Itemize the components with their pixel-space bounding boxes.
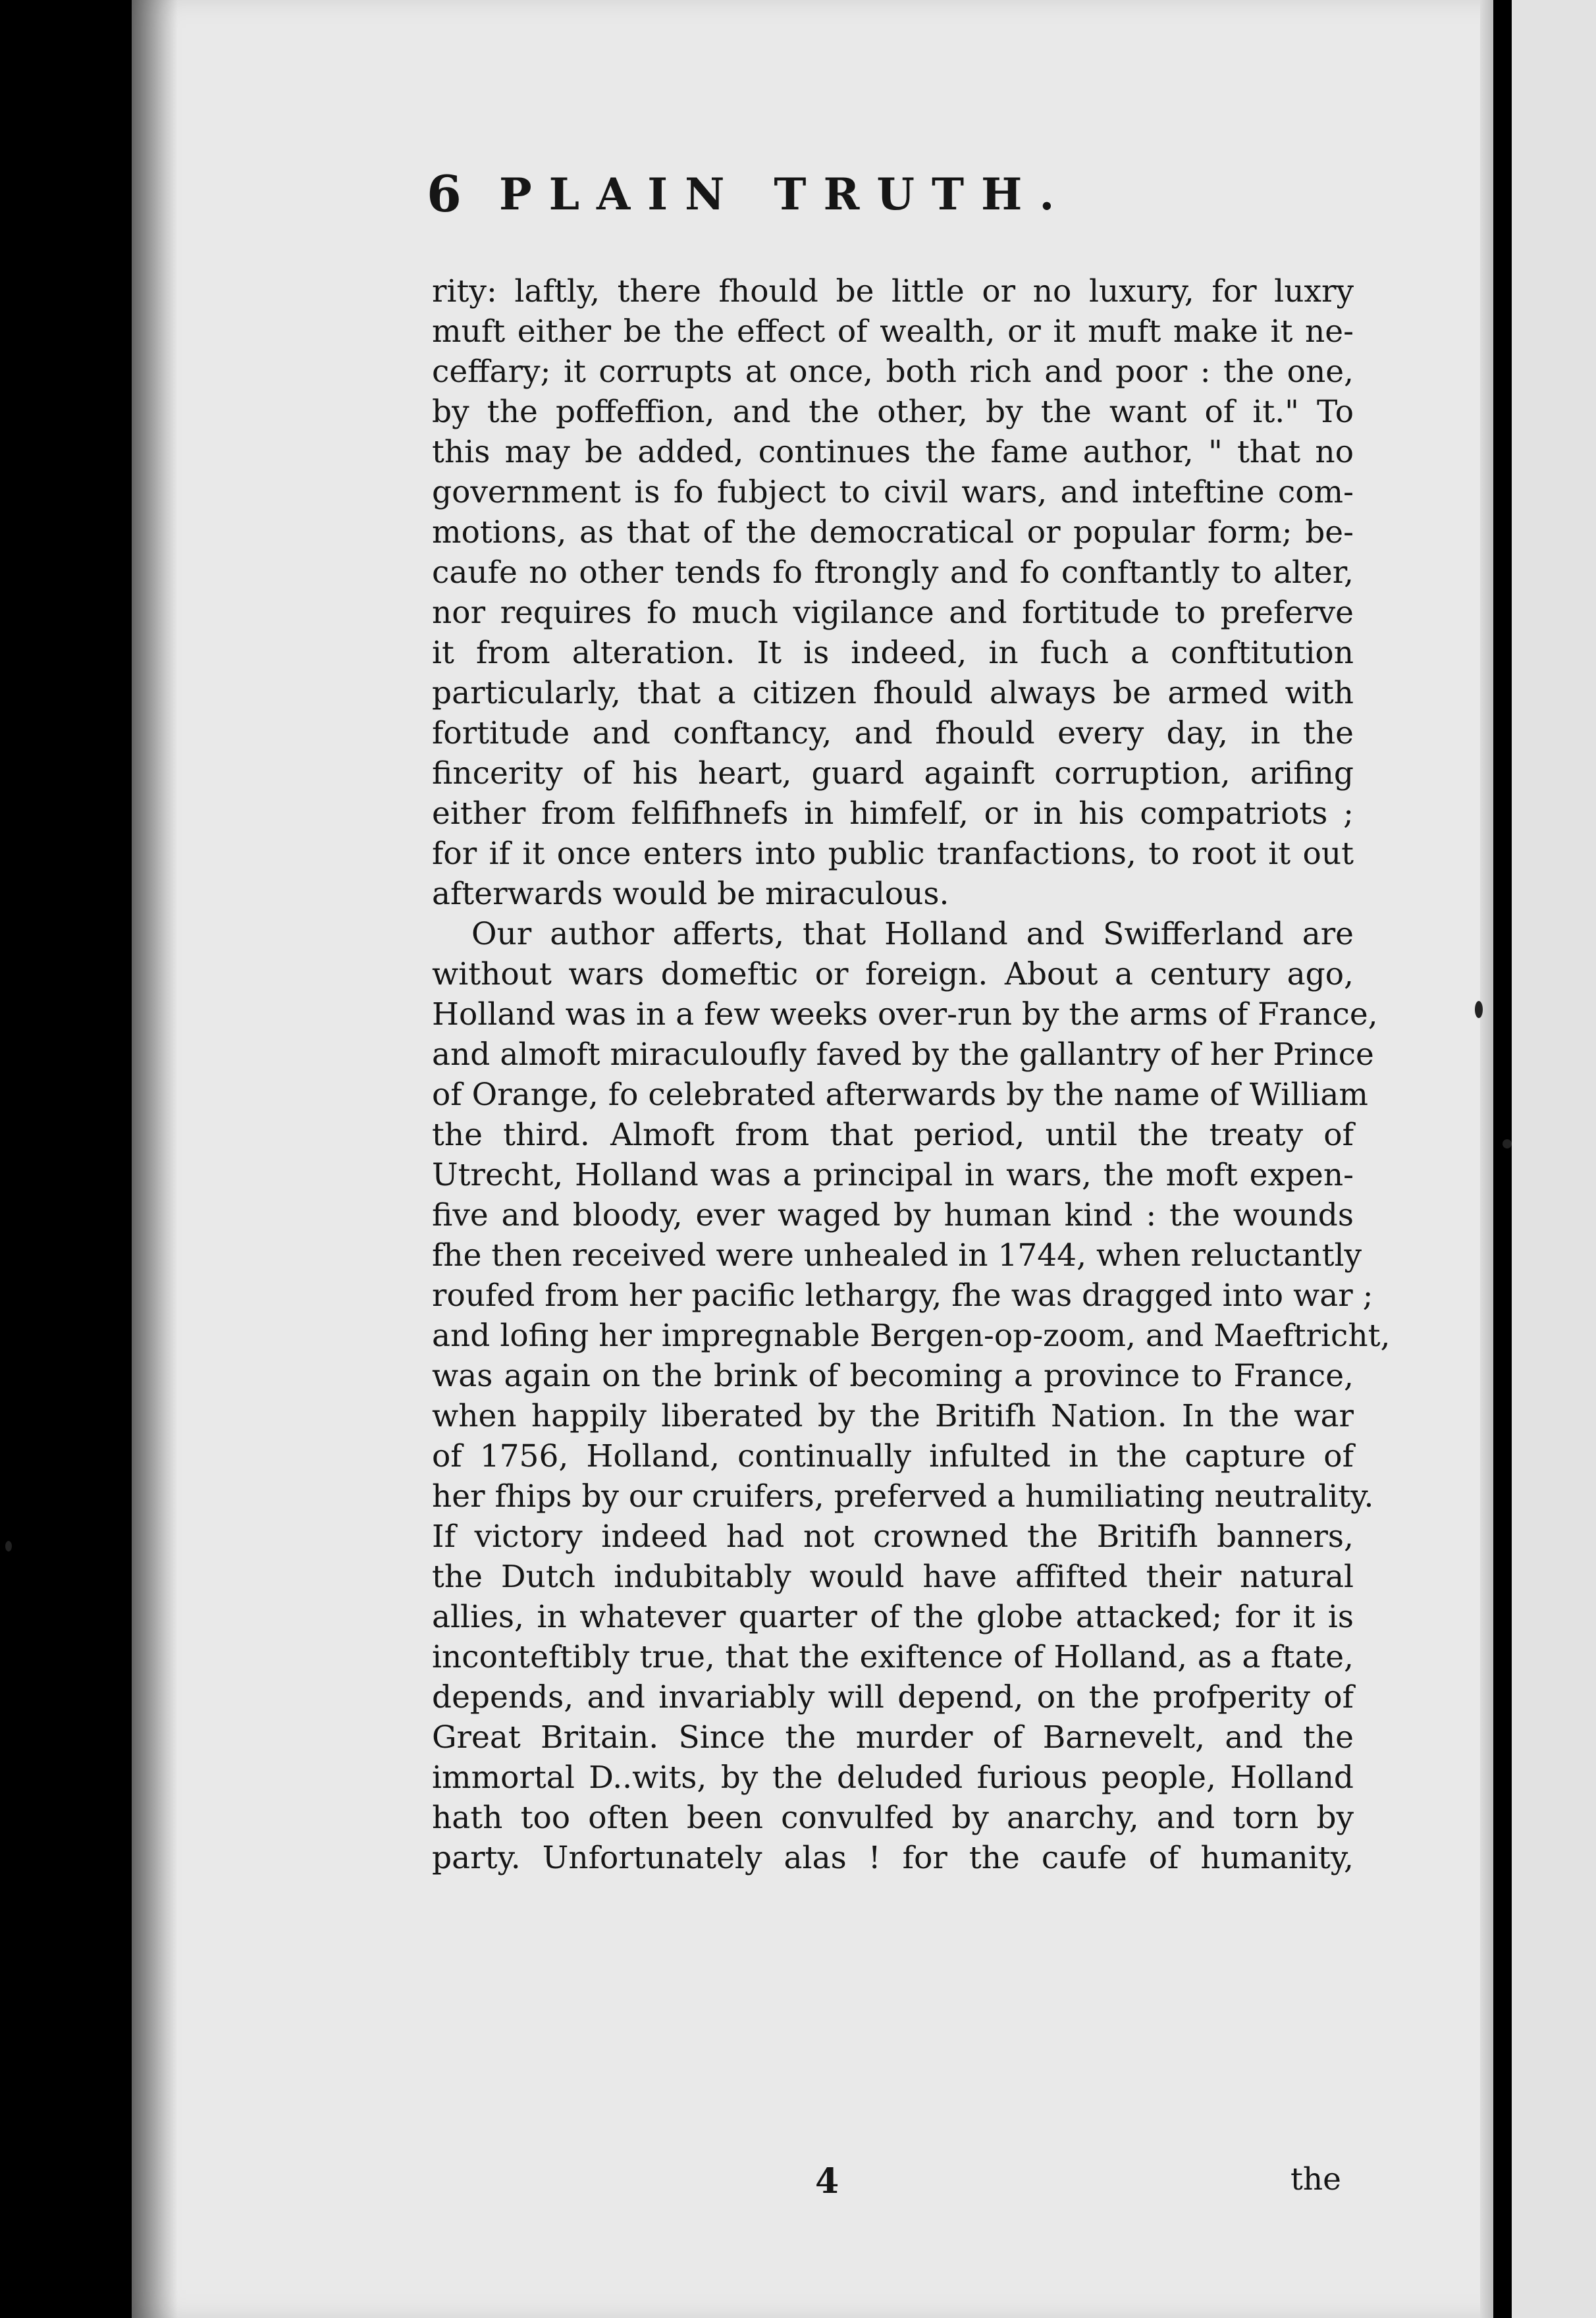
scan-speck xyxy=(1475,1001,1483,1018)
text-line: party. Unfortunately alas ! for the caufe of humanity, xyxy=(432,1840,1354,1876)
text-line: five and bloody, ever waged by human kind : the wounds xyxy=(432,1197,1354,1233)
page-number: 6 xyxy=(427,165,462,223)
text-line: was again on the brink of becoming a province to France, xyxy=(432,1358,1354,1394)
text-line: fortitude and conftancy, and fhould every day, in the xyxy=(432,715,1354,751)
text-line: the third. Almoft from that period, until the treaty of xyxy=(432,1117,1354,1153)
text-line: it from alteration. It is indeed, in fuch a conftitution xyxy=(432,635,1354,671)
text-line: caufe no other tends fo ftrongly and fo conftantly to alter, xyxy=(432,554,1354,591)
text-line: muft either be the effect of wealth, or it muft make it ne- xyxy=(432,313,1354,350)
text-line: immortal D..wits, by the deluded furious people, Holland xyxy=(432,1760,1354,1796)
text-line: hath too often been convulfed by anarchy, and torn by xyxy=(432,1800,1354,1836)
text-line: If victory indeed had not crowned the Britifh banners, xyxy=(432,1519,1354,1555)
page-gutter xyxy=(1480,0,1493,2318)
text-line: allies, in whatever quarter of the globe attacked; for it is xyxy=(432,1599,1354,1635)
text-line: afterwards would be miraculous. xyxy=(432,876,949,912)
text-line: and lofing her impregnable Bergen-op-zoom, and Maeftricht, xyxy=(432,1318,1391,1354)
text-line: Great Britain. Since the murder of Barnevelt, and the xyxy=(432,1719,1354,1756)
text-line: roufed from her pacific lethargy, fhe was dragged into war ; xyxy=(432,1278,1373,1314)
text-line: of Orange, fo celebrated afterwards by the name of William xyxy=(432,1077,1369,1113)
text-line: her fhips by our cruifers, preferved a humiliating neutrality. xyxy=(432,1478,1374,1515)
running-title: PLAIN TRUTH. xyxy=(499,169,1072,220)
signature-mark: 4 xyxy=(815,2161,839,2201)
text-line: of 1756, Holland, continually infulted in the capture of xyxy=(432,1438,1354,1474)
page-fold-shadow xyxy=(132,0,178,2318)
text-line: government is fo fubject to civil wars, and inteftine com- xyxy=(432,474,1354,510)
catchword: the xyxy=(1290,2161,1341,2197)
text-line: the Dutch indubitably would have affifted their natural xyxy=(432,1559,1354,1595)
scan-speck xyxy=(5,1541,12,1551)
text-line: fhe then received were unhealed in 1744, when reluctantly xyxy=(432,1237,1362,1274)
text-line: when happily liberated by the Britifh Nation. In the war xyxy=(432,1398,1354,1434)
text-line: and almoft miraculoufly faved by the gallantry of her Prince xyxy=(432,1037,1374,1073)
text-line: fincerity of his heart, guard againft corruption, arifing xyxy=(432,755,1354,792)
body-text xyxy=(432,271,1391,1878)
text-line: this may be added, continues the fame author, " that no xyxy=(432,434,1354,470)
text-line: particularly, that a citizen fhould always be armed with xyxy=(432,675,1354,711)
text-line: motions, as that of the democratical or popular form; be- xyxy=(432,514,1354,551)
text-line: Our author afferts, that Holland and Swifferland are xyxy=(471,916,1354,952)
text-line: ceffary; it corrupts at once, both rich and poor : the one, xyxy=(432,354,1354,390)
scan-left-margin xyxy=(0,0,132,2318)
text-line: Holland was in a few weeks over-run by the arms of France, xyxy=(432,996,1378,1033)
text-line: for if it once enters into public tranfactions, to root it out xyxy=(432,836,1354,872)
text-line: depends, and invariably will depend, on the profperity of xyxy=(432,1679,1354,1715)
scan-right-strip xyxy=(1493,0,1512,2318)
facing-page-edge xyxy=(1512,0,1596,2318)
text-line: rity: laftly, there fhould be little or no luxury, for luxry xyxy=(432,273,1354,310)
text-line: nor requires fo much vigilance and fortitude to preferve xyxy=(432,595,1354,631)
text-line: either from felfifhnefs in himfelf, or in his compatriots ; xyxy=(432,795,1354,832)
text-line: Utrecht, Holland was a principal in wars, the moft expen- xyxy=(432,1157,1354,1193)
page-header xyxy=(427,165,1125,237)
text-line: without wars domeftic or foreign. About a century ago, xyxy=(432,956,1354,992)
scan-speck xyxy=(1503,1139,1512,1148)
text-line: inconteftibly true, that the exiftence of Holland, as a ftate, xyxy=(432,1639,1354,1675)
text-line: by the poffeffion, and the other, by the want of it." To xyxy=(432,394,1354,430)
